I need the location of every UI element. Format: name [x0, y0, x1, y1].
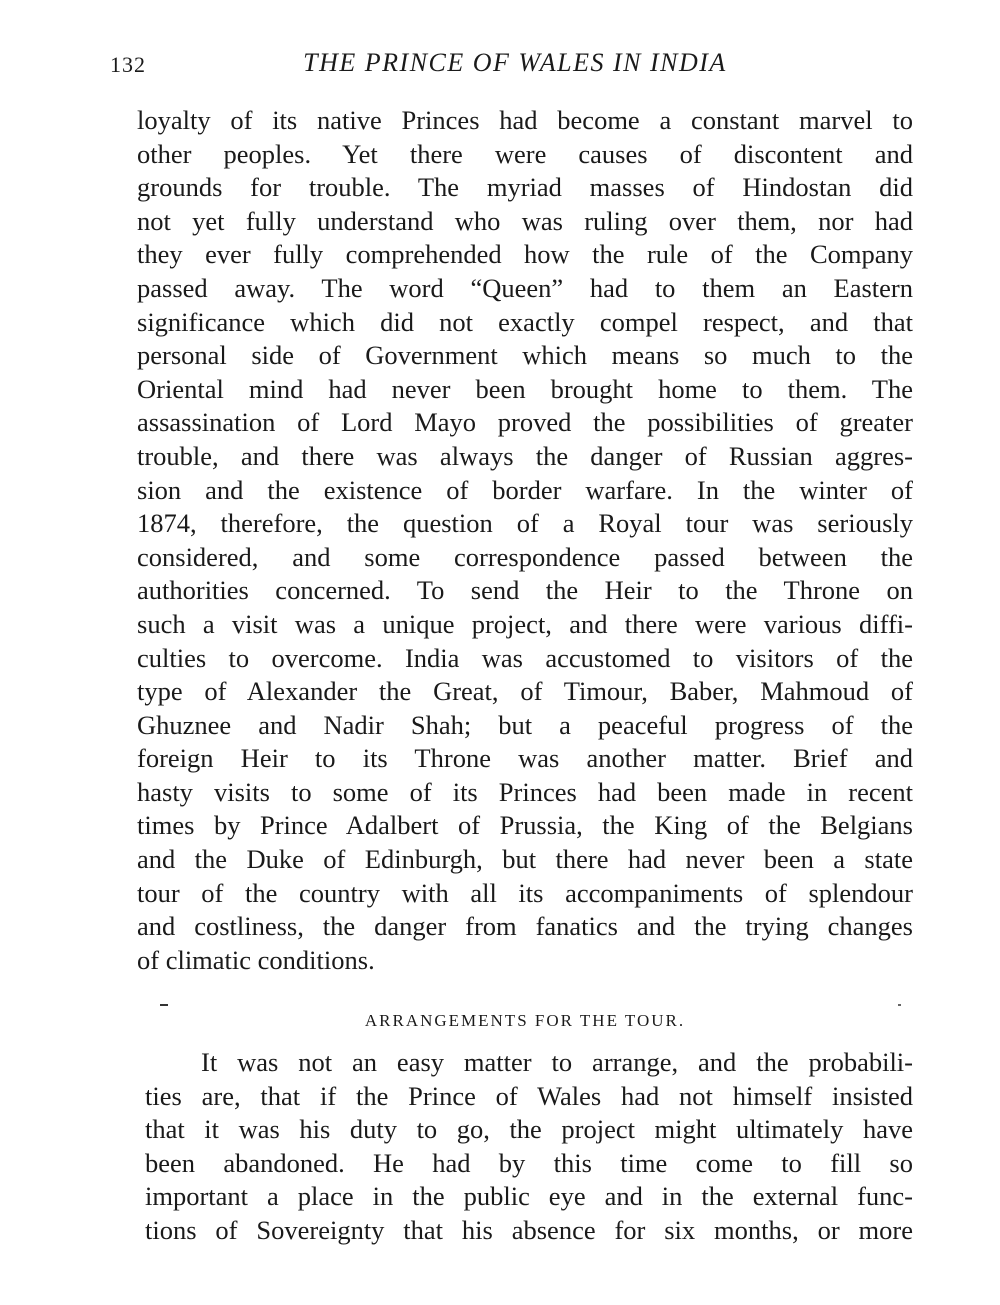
text-line: Oriental mind had never been brought home to them. The — [137, 373, 913, 404]
text-line: that it was his duty to go, the project might ultimately have — [145, 1114, 913, 1145]
text-line: important a place in the public eye and in the external func- — [145, 1181, 913, 1212]
text-line: sion and the existence of border warfare. In the winter of — [137, 474, 913, 505]
text-line: considered, and some correspondence passed between the — [137, 541, 913, 572]
text-line: tions of Sovereignty that his absence for six months, or more — [145, 1214, 913, 1245]
text-line: grounds for trouble. The myriad masses of Hindostan did — [137, 172, 913, 203]
text-line: hasty visits to some of its Princes had been made in recent — [137, 776, 913, 807]
text-line: authorities concerned. To send the Heir to the Throne on — [137, 575, 913, 606]
running-head-title: THE PRINCE OF WALES IN INDIA — [303, 48, 727, 77]
text-line: and the Duke of Edinburgh, but there had never been a state — [137, 844, 913, 875]
text-line: significance which did not exactly compel respect, and that — [137, 306, 913, 337]
text-line: other peoples. Yet there were causes of discontent and — [137, 138, 913, 169]
text-line: foreign Heir to its Throne was another matter. Brief and — [137, 743, 913, 774]
text-line: of climatic conditions. — [137, 944, 375, 975]
text-line: type of Alexander the Great, of Timour, Baber, Mahmoud of — [137, 676, 913, 707]
text-line: ties are, that if the Prince of Wales had not himself insisted — [145, 1080, 913, 1111]
text-line: times by Prince Adalbert of Prussia, the King of the Belgians — [137, 810, 913, 841]
print-mark — [898, 1004, 901, 1006]
text-line: loyalty of its native Princes had become a constant marvel to — [137, 105, 913, 135]
text-line: personal side of Government which means so much to the — [137, 340, 913, 371]
text-line: such a visit was a unique project, and there were various diffi- — [137, 608, 913, 639]
text-line: passed away. The word “Queen” had to them an Eastern — [137, 272, 913, 303]
text-line: been abandoned. He had by this time come to fill so — [145, 1147, 913, 1178]
paragraph-arrangements — [145, 1046, 913, 1248]
text-line: trouble, and there was always the danger of Russian aggres- — [137, 440, 913, 471]
text-line: tour of the country with all its accompaniments of splendour — [137, 877, 913, 908]
text-line: not yet fully understand who was ruling over them, nor had — [137, 205, 913, 236]
print-mark — [160, 1004, 168, 1006]
text-line: they ever fully comprehended how the rule of the Company — [137, 239, 913, 270]
text-line: assassination of Lord Mayo proved the possibilities of greater — [137, 407, 913, 438]
page-number: 132 — [110, 52, 146, 77]
paragraph-loyalty — [137, 104, 913, 977]
text-line: 1874, therefore, the question of a Royal tour was seriously — [137, 508, 913, 539]
text-line: Ghuznee and Nadir Shah; but a peaceful progress of the — [137, 709, 913, 740]
text-line: It was not an easy matter to arrange, and the probabili- — [201, 1047, 913, 1077]
section-heading: ARRANGEMENTS FOR THE TOUR. — [364, 1011, 686, 1030]
text-line: culties to overcome. India was accustomed to visitors of the — [137, 642, 913, 673]
text-line: and costliness, the danger from fanatics and the trying changes — [137, 911, 913, 942]
